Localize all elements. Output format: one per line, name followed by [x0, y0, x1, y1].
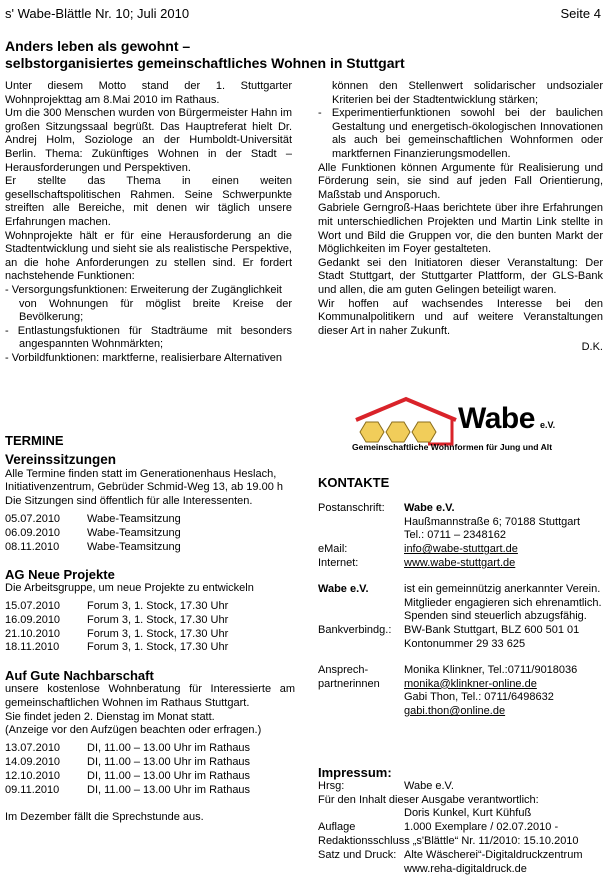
- date: 05.07.2010: [5, 512, 61, 525]
- bank-line: BW-Bank Stuttgart, BLZ 600 501 01: [404, 624, 580, 637]
- contacts-row: [318, 664, 603, 719]
- internet-label: Internet:: [318, 556, 359, 569]
- bullet-item: - Experimentierfunktionen sowohl bei der baulichen Gestaltung und energetisch-ökologischen Innovationen als auch bei gemeinschaftlichen Wohnformen oder marktfernen Finanzierungsmodellen.: [318, 107, 603, 160]
- event: Forum 3, 1. Stock, 17.30 Uhr: [87, 599, 229, 612]
- event: DI, 11.00 – 13.00 Uhr im Rathaus: [87, 783, 251, 796]
- satz-value: Alte Wäscherei“-Digitaldruckzentrum: [404, 848, 583, 861]
- satz-label: Satz und Druck:: [318, 848, 397, 861]
- contacts-label: Ansprech-: [318, 663, 369, 676]
- postanschrift-name: Wabe e.V.: [404, 501, 455, 514]
- auflage-row: [318, 821, 603, 835]
- nachbarschaft-text: unsere kostenlose Wohnberatung für Interessierte am gemeinschaftlichen Wohnen im Rathaus Stuttgart.: [5, 682, 295, 709]
- postanschrift-street: Haußmannstraße 6; 70188 Stuttgart: [404, 515, 581, 528]
- internet-row: [318, 557, 603, 571]
- bank-label: Bankverbindg.:: [318, 624, 392, 637]
- contact-person: Monika Klinkner, Tel.:0711/9018036: [404, 663, 578, 676]
- nachbarschaft-text: (Anzeige vor den Aufzügen beachten oder erfragen.): [5, 724, 262, 737]
- article-paragraph: Um die 300 Menschen wurden von Bürgermeister Hahn im großen Sitzungssaal begrüßt. Das Hauptreferat hielt Dr. Andrej Holm, Soziologe an der Humboldt-Universität Berlin. Thema: Zukünftiges Wohnen in der Stadt – Herausforderungen und Perspektiven.: [5, 107, 292, 174]
- article-left-column: [5, 80, 292, 365]
- inhalt-names: Doris Kunkel, Kurt Kühfuß: [404, 807, 532, 820]
- email-link[interactable]: info@wabe-stuttgart.de: [404, 543, 518, 556]
- email-row: [318, 543, 603, 557]
- event: Wabe-Teamsitzung: [87, 512, 181, 525]
- article-title-line1: Anders leben als gewohnt –: [5, 38, 191, 54]
- date: 13.07.2010: [5, 742, 61, 755]
- date-row: [5, 600, 295, 614]
- date: 21.10.2010: [5, 627, 61, 640]
- date: 06.09.2010: [5, 526, 61, 539]
- article-title-line2: selbstorganisiertes gemeinschaftliches Wohnen in Stuttgart: [5, 55, 405, 71]
- website-link[interactable]: www.wabe-stuttgart.de: [404, 556, 516, 569]
- wabe-info-text: ist ein gemeinnützig anerkannter Verein. Mitglieder engagieren sich ehrenamtlich. Spenden sind steuerlich abzugsfähig.: [404, 582, 602, 623]
- article-signature: D.K.: [581, 341, 603, 354]
- article-paragraph: Alle Funktionen können Argumente für Realisierung und Förderung sein, sie sind auf jeden Fall Orientierung, Maßstab und Ansporuch.: [318, 161, 603, 201]
- article-paragraph: Unter diesem Motto stand der 1. Stuttgarter Wohnprojekttag am 8.Mai 2010 im Rathaus.: [5, 80, 292, 106]
- event: Wabe-Teamsitzung: [87, 540, 181, 553]
- bullet-item-continuation: können den Stellenwert solidarischer undsozialer Kriterien bei der Stadtentwicklung stärken;: [332, 80, 603, 106]
- event: DI, 11.00 – 13.00 Uhr im Rathaus: [87, 742, 251, 755]
- satz-row: [318, 849, 603, 863]
- ag-neue-projekte-title: AG Neue Projekte: [5, 567, 115, 583]
- date-row: [5, 784, 295, 798]
- redaktionsschluss: Redaktionsschluss „s'Blättle“ Nr. 11/2010: 15.10.2010: [318, 834, 579, 847]
- vereinssitzungen-title: Vereinssitzungen: [5, 451, 117, 467]
- date: 18.11.2010: [5, 641, 60, 654]
- nachbarschaft-text: Sie findet jeden 2. Dienstag im Monat statt.: [5, 710, 215, 723]
- wabe-info-label: Wabe e.V.: [318, 582, 369, 595]
- bank-line: Kontonummer 29 33 625: [404, 637, 526, 650]
- nachbarschaft-footer: Im Dezember fällt die Sprechstunde aus.: [5, 811, 204, 824]
- article-right-column: [318, 80, 603, 355]
- date-row: [5, 742, 295, 756]
- date-row: [5, 541, 295, 555]
- contact-email-link[interactable]: gabi.thon@online.de: [404, 705, 506, 718]
- postanschrift: [318, 502, 603, 543]
- date-row: [5, 641, 295, 655]
- date: 09.11.2010: [5, 783, 60, 796]
- wabe-info-row: [318, 583, 603, 624]
- house-honeycomb-icon: [352, 396, 460, 448]
- bullet-item: - Entlastungsfuktionen für Stadträume mit besonders angespannten Wohnmärkten;: [5, 324, 292, 351]
- kontakte-title: KONTAKTE: [318, 475, 390, 490]
- auflage-value: 1.000 Exemplare / 02.07.2010 -: [404, 821, 559, 834]
- article-paragraph: Gabriele Gerngroß-Haas berichtete über ihre Erfahrungen mit unterschiedlichen Projekten und Martin Link stellte in Wort und Bild die Gruppen vor, die den bunten Markt der Möglichkeiten im Foyer gestalteten.: [318, 202, 603, 256]
- impressum-title: Impressum:: [318, 765, 392, 780]
- bullet-item: - Versorgungsfunktionen: Erweiterung der Zugänglichkeit: [5, 283, 282, 296]
- date: 08.11.2010: [5, 540, 60, 553]
- newsletter-issue: s' Wabe-Blättle Nr. 10; Juli 2010: [5, 6, 190, 21]
- contact-email-link[interactable]: monika@klinkner-online.de: [404, 677, 537, 690]
- auflage-label: Auflage: [318, 821, 356, 834]
- date: 12.10.2010: [5, 769, 61, 782]
- bullet-item-continuation: von Wohnungen für möglist breite Kreise der Bevölkerung;: [19, 297, 292, 324]
- bullet-item: - Vorbildfunktionen: marktferne, realisierbare Alternativen: [5, 351, 282, 364]
- ag-neue-projekte-text: Die Arbeitsgruppe, um neue Projekte zu entwickeln: [5, 582, 254, 595]
- termine-section: [5, 434, 295, 825]
- vereinssitzungen-text-2: Die Sitzungen sind öffentlich für alle Interessenten.: [5, 495, 253, 508]
- date-row: [5, 628, 295, 642]
- nachbarschaft-title: Auf Gute Nachbarschaft: [5, 668, 154, 684]
- hrsg-row: [318, 780, 603, 794]
- article-paragraph: Wir hoffen auf wachsendes Interesse bei den Kommunalpolitikern und auf weitere Veranstaltungen dieser Art in naher Zukunft.: [318, 297, 603, 337]
- page-number: Seite 4: [560, 6, 601, 21]
- logo-name: Wabe: [458, 402, 535, 435]
- date-row: [5, 756, 295, 770]
- impressum-section: [318, 766, 603, 876]
- event: DI, 11.00 – 13.00 Uhr im Rathaus: [87, 755, 251, 768]
- hrsg-label: Hrsg:: [318, 779, 345, 792]
- hrsg-value: Wabe e.V.: [404, 779, 454, 792]
- kontakte-section: [318, 476, 603, 719]
- article-paragraph: Gedankt sei den Initiatoren dieser Veranstaltung: Der Stadt Stuttgart, der Stuttgarter Plattform, der GLS-Bank und allen, die am guten Gelingen beteiligt waren.: [318, 256, 603, 296]
- postanschrift-tel: Tel.: 0711 – 2348162: [404, 529, 506, 542]
- logo-tagline: Gemeinschaftliche Wohnformen für Jung und Alt: [352, 442, 553, 452]
- inhalt-text: Für den Inhalt dieser Ausgabe verantwortlich:: [318, 793, 539, 806]
- article-paragraph: Er stellte das Thema in einen weiten gesellschaftspolitischen Rahmen. Seine Schwerpunkte streiften alle Bereiche, mit denen wir täglich unsere Erfahrungen machen.: [5, 175, 292, 228]
- postanschrift-label: Postanschrift:: [318, 501, 385, 514]
- contacts-label: partnerinnen: [318, 677, 380, 690]
- satz-web: www.reha-digitaldruck.de: [404, 862, 527, 875]
- vereinssitzungen-text: Alle Termine finden statt im Generationenhaus Heslach, Initiativenzentrum, Gebrüder Schmid-Weg 13, ab 19.00 h: [5, 467, 284, 494]
- date-row: [5, 614, 295, 628]
- email-label: eMail:: [318, 543, 348, 556]
- article-title: [5, 38, 605, 72]
- date: 14.09.2010: [5, 755, 61, 768]
- date-row: [5, 527, 295, 541]
- date: 16.09.2010: [5, 613, 61, 626]
- event: Forum 3, 1. Stock, 17.30 Uhr: [87, 641, 229, 654]
- wabe-logo: [352, 396, 592, 456]
- logo-suffix: e.V.: [540, 420, 556, 430]
- date-row: [5, 770, 295, 784]
- event: DI, 11.00 – 13.00 Uhr im Rathaus: [87, 769, 251, 782]
- article-paragraph: Wohnprojekte hält er für eine Herausforderung an die Stadtentwicklung und sieht sie als realistische Perspektive, an die hohe Anforderungen zu stellen sind. Er fordert nachstehende Funktionen:: [5, 229, 292, 283]
- date-row: [5, 513, 295, 527]
- date: 15.07.2010: [5, 599, 61, 612]
- event: Forum 3, 1. Stock, 17.30 Uhr: [87, 627, 229, 640]
- event: Wabe-Teamsitzung: [87, 526, 181, 539]
- bank-row: [318, 624, 603, 652]
- contact-person: Gabi Thon, Tel.: 0711/6498632: [404, 691, 554, 704]
- event: Forum 3, 1. Stock, 17.30 Uhr: [87, 613, 229, 626]
- termine-title: TERMINE: [5, 433, 64, 448]
